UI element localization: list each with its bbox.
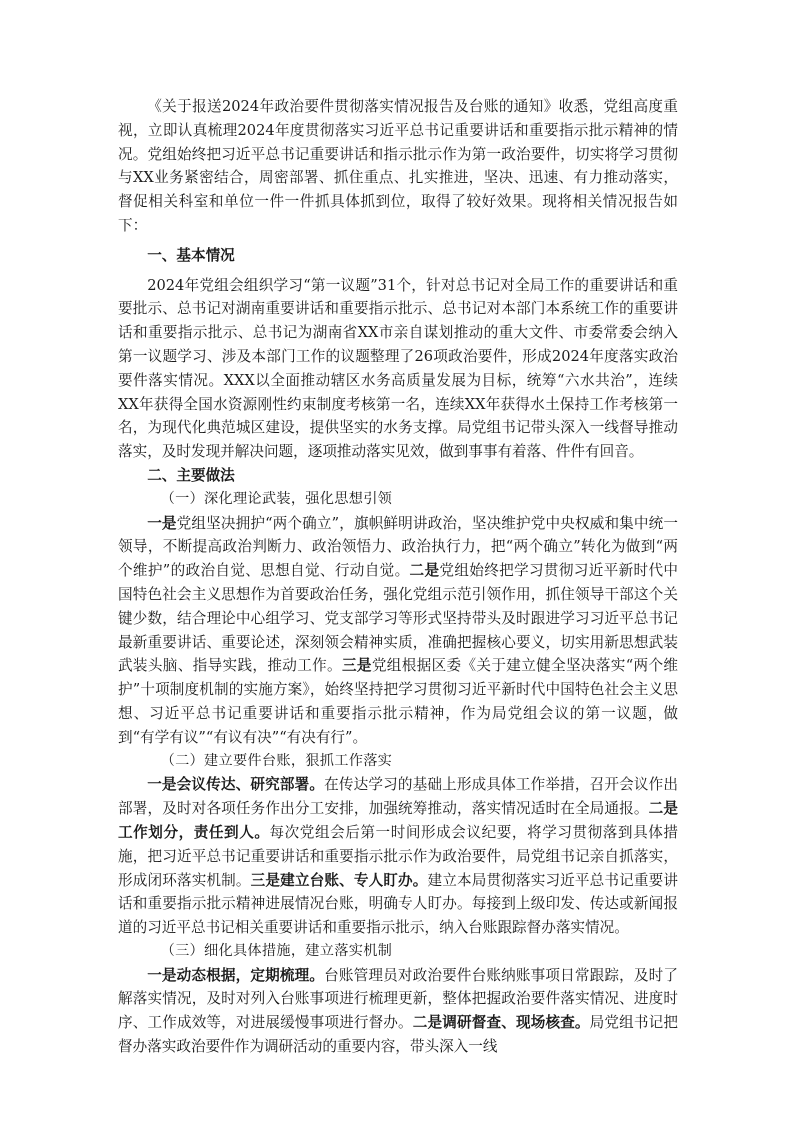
section-1-heading: 一、基本情况 [147, 246, 235, 264]
point-marker: 三是建立台账、专人盯办。 [250, 871, 428, 889]
point-text: 台账管理员对政治要件台账纳账事项日常跟踪，及时了解落实情况，及时对列入台账事项进行梳理更新，整体把握政治要件落实情况、进度时序、工作成效等，对进展缓慢事项进行督办。 [118, 966, 678, 1032]
point-text: 在传达学习的基础上形成具体工作举措，召开会议作出部署，及时对各项任务作出分工安排，加强统筹推动，落实情况适时在全局通报。 [118, 776, 678, 818]
point-text: 局党组书记把督办落实政治要件作为调研活动的重要内容，带头深入一线 [118, 1014, 678, 1056]
point-text: 党组根据区委《关于建立健全坚决落实“两个维护”十项制度机制的实施方案》，始终坚持把学习贯彻习近平新时代中国特色社会主义思想、习近平总书记重要讲话和重要指示批示精神，作为局党组会议的第一议题，做到“有学有议”“有议有决”“有决有行”。 [118, 657, 678, 746]
point-marker: 一是会议传达、研究部署。 [147, 776, 325, 794]
subsection-2-body [118, 773, 678, 940]
point-marker: 二是工作划分，责任到人。 [118, 800, 678, 841]
point-marker: 一是 [147, 514, 177, 532]
point-marker: 二是 [409, 562, 440, 580]
point-text: 党组坚决拥护“两个确立”，旗帜鲜明讲政治，坚决维护党中央权威和集中统一领导，不断提高政治判断力、政治领悟力、政治执行力，把“两个确立”转化为做到“两个维护”的政治自觉、思想自觉、行动自觉。 [118, 514, 678, 580]
subsection-2-heading: （二）建立要件台账，狠抓工作落实 [160, 752, 393, 769]
point-marker: 二是调研督查、现场核查。 [412, 1014, 590, 1032]
intro-paragraph: 《关于报送2024年政治要件贯彻落实情况报告及台账的通知》收悉，党组高度重视，立即认真梳理2024年度贯彻落实习近平总书记重要讲话和重要指示批示精神的情况。党组始终把习近平总书记重要讲话和指示批示作为第一政治要件，切实将学习贯彻与XX业务紧密结合，周密部署、抓住重点、扎实推进，坚决、迅速、有力推动落实，督促相关科室和单位一件一件抓具体抓到位，取得了较好效果。现将相关情况报告如下： [118, 98, 678, 234]
document-page [118, 95, 678, 1059]
point-text: 每次党组会后第一时间形成会议纪要，将学习贯彻落到具体措施，把习近平总书记重要讲话和重要指示批示作为政治要件，局党组书记亲自抓落实，形成闭环落实机制。 [118, 823, 678, 889]
point-marker: 一是动态根据，定期梳理。 [147, 966, 325, 984]
subsection-1-heading: （一）深化理论武装，强化思想引领 [160, 490, 393, 507]
point-text: 党组始终把学习贯彻习近平新时代中国特色社会主义思想作为首要政治任务，强化党组示范引领作用，抓住领导干部这个关键少数，结合理论中心组学习、党支部学习等形式坚持带头及时跟进学习习近平总书记最新重要讲话、重要论述，深刻领会精神实质，准确把握核心要义，切实用新思想武装武装头脑、指导实践，推动工作。 [118, 562, 678, 675]
section-2-heading: 二、主要做法 [147, 466, 235, 484]
point-text: 建立本局贯彻落实习近平总书记重要讲话和重要指示批示精神进展情况台账，明确专人盯办。每接到上级印发、传达或新闻报道的习近平总书记相关重要讲话和重要指示批示，纳入台账跟踪督办落实情况。 [118, 871, 678, 937]
subsection-3-heading: （三）细化具体措施，建立落实机制 [160, 942, 393, 959]
subsection-1-body [118, 512, 678, 750]
subsection-3-body [118, 964, 678, 1059]
point-marker: 三是 [342, 657, 372, 675]
section-1-body: 2024年党组会组织学习“第一议题”31个，针对总书记对全局工作的重要讲话和重要批示、总书记对湖南重要讲话和重要指示批示、总书记对本部门本系统工作的重要讲话和重要指示批示、总书记为湖南省XX市亲自谋划推动的重大文件、市委常委会纳入第一议题学习、涉及本部门工作的议题整理了26项政治要件，形成2024年度落实政治要件落实情况。XXX以全面推动辖区水务高质量发展为目标，统筹“六水共治”，连续XX年获得全国水资源刚性约束制度考核第一名，连续XX年获得水土保持工作考核第一名，为现代化典范城区建设，提供坚实的水务支撑。局党组书记带头深入一线督导推动落实，及时发现并解决问题，逐项推动落实见效，做到事事有着落、件件有回音。 [118, 276, 678, 461]
